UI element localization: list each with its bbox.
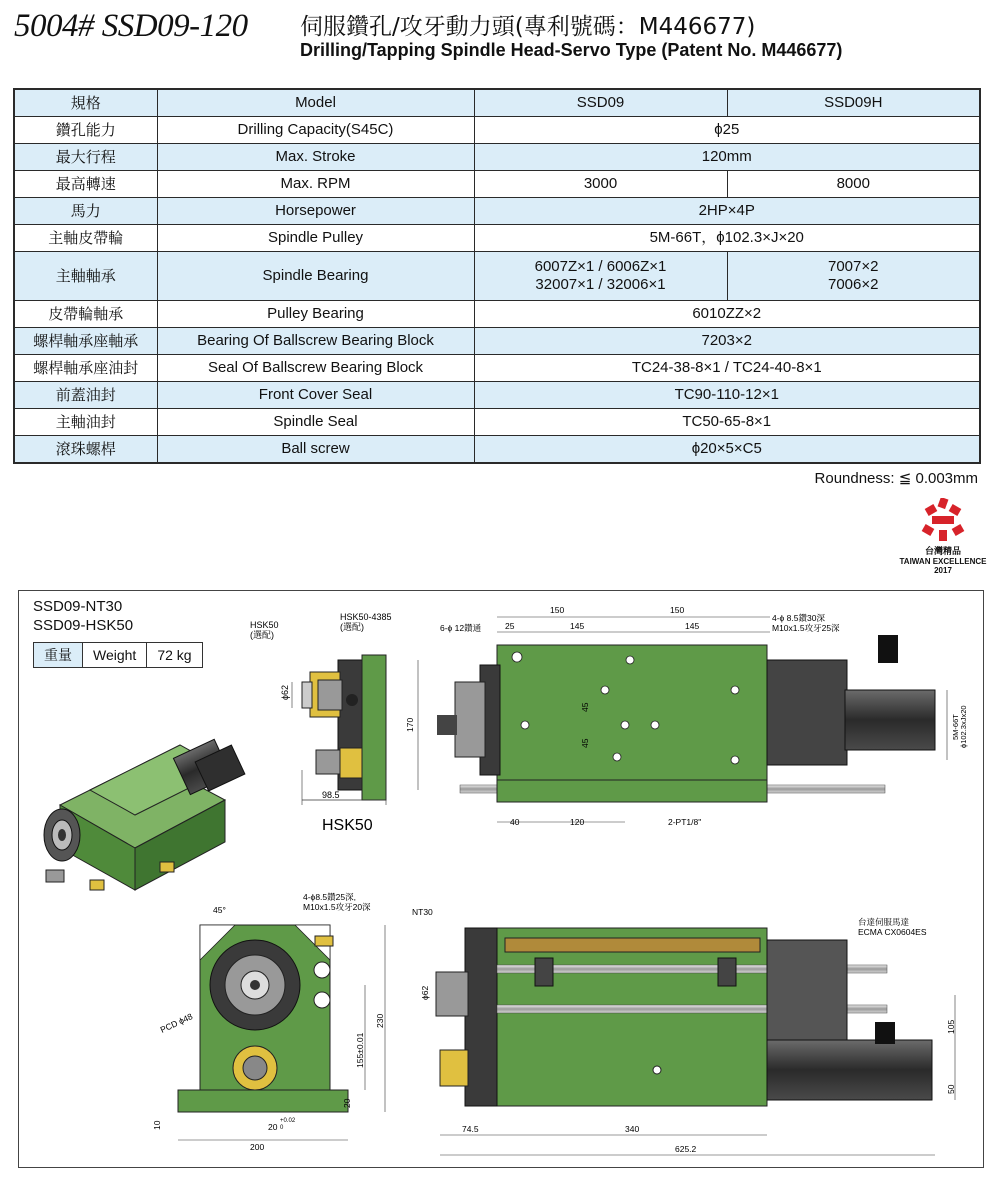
dim-tolerance-lower: 0 [280,1125,284,1131]
dim-40: 40 [510,817,520,827]
row-value: 6010ZZ×2 [474,301,980,328]
row-label-zh: 主軸油封 [14,409,157,436]
dim-20-h: 20 [268,1122,278,1132]
award-text-zh: 台灣精品 [924,547,961,557]
row-label-en: Spindle Seal [157,409,474,436]
row-label-zh: 前蓋油封 [14,382,157,409]
label-hsk50: HSK50 [250,620,279,630]
header-ssd09h: SSD09H [727,89,980,117]
row-value: 2HP×4P [474,198,980,225]
row-label-en: Max. Stroke [157,144,474,171]
row-label-en: Seal Of Ballscrew Bearing Block [157,355,474,382]
bearing-line-2: 7006×2 [828,276,879,293]
row-value: TC90-110-12×1 [474,382,980,409]
row-label-en: Max. RPM [157,171,474,198]
dim-20-v: 20 [342,1098,352,1108]
row-label-zh: 滾珠螺桿 [14,436,157,464]
row-label-zh: 螺桿軸承座油封 [14,355,157,382]
weight-label-en: Weight [83,643,147,668]
row-label-en: Pulley Bearing [157,301,474,328]
dim-145-a: 145 [570,621,585,631]
row-label-zh: 主軸皮帶輪 [14,225,157,252]
dim-pcd: PCD ϕ48 [158,1011,195,1035]
dim-230: 230 [375,1013,385,1028]
note-tap-front: M10x1.5攻牙20深 [303,902,371,912]
dim-150-b: 150 [670,605,685,615]
label-motor-model: ECMA CX0604ES [858,927,927,937]
row-label-en: Front Cover Seal [157,382,474,409]
note-holes-4: 4-ϕ 8.5鑽30深 [772,613,825,623]
row-label-zh: 螺桿軸承座軸承 [14,328,157,355]
row-value-ssd09h: 8000 [727,171,980,198]
row-value-ssd09: 3000 [474,171,727,198]
weight-label-zh: 重量 [34,643,83,668]
row-value: 7203×2 [474,328,980,355]
isometric-view [44,739,245,890]
award-text-en: TAIWAN EXCELLENCE [899,557,987,566]
dim-45-b: 45 [580,738,590,748]
award-year: 2017 [934,566,952,575]
row-label-zh: 鑽孔能力 [14,117,157,144]
row-label-en: Drilling Capacity(S45C) [157,117,474,144]
row-label-zh: 皮帶輪軸承 [14,301,157,328]
row-label-en: Spindle Bearing [157,252,474,301]
front-view [152,892,385,1152]
dim-150-a: 150 [550,605,565,615]
note-holes-front: 4-ϕ8.5鑽25深, [303,892,356,902]
roundness-note: Roundness: ≦ 0.003mm [814,470,978,487]
dim-tolerance-upper: +0.02 [280,1118,296,1124]
bearing-line-2: 32007×1 / 32006×1 [535,276,666,293]
label-servo-motor: 台達伺服馬達 [858,917,910,927]
dim-10: 10 [152,1120,162,1130]
header-spec: 規格 [14,89,157,117]
dim-170: 170 [405,717,415,732]
side-view-caption: HSK50 [322,817,373,834]
dim-98-5: 98.5 [322,790,340,800]
bearing-line-1: 7007×2 [828,258,879,275]
bearing-line-1: 6007Z×1 / 6006Z×1 [534,258,667,275]
note-pt: 2-PT1/8" [668,817,702,827]
model-nt30: SSD09-NT30 [33,598,123,615]
product-code: 5004# SSD09-120 [14,8,248,44]
dim-145-b: 145 [685,621,700,631]
row-value: TC24-38-8×1 / TC24-40-8×1 [474,355,980,382]
row-label-en: Spindle Pulley [157,225,474,252]
label-hsk50-optional: (選配) [250,630,274,640]
label-hsk50-4385: HSK50-4385 [340,612,392,622]
header-ssd09: SSD09 [474,89,727,117]
dim-200: 200 [250,1142,265,1152]
row-value: TC50-65-8×1 [474,409,980,436]
dim-45-a: 45 [580,702,590,712]
row-value: ϕ20×5×C5 [474,436,980,464]
label-hsk50-4385-optional: (選配) [340,622,364,632]
note-holes-6: 6-ϕ 12鑽通 [440,623,482,633]
top-view [405,605,968,827]
dim-pulley-size: ϕ102.3xJx20 [959,705,968,748]
label-nt30: NT30 [412,907,433,917]
note-tap: M10x1.5攻牙25深 [772,623,840,633]
dim-25: 25 [505,621,515,631]
row-label-zh: 主軸軸承 [14,252,157,301]
dim-120: 120 [570,817,585,827]
header-model: Model [157,89,474,117]
row-label-en: Ball screw [157,436,474,464]
dim-625-2: 625.2 [675,1144,697,1154]
dim-340: 340 [625,1124,640,1134]
dim-dia62: ϕ62 [280,684,290,700]
row-label-zh: 最高轉速 [14,171,157,198]
model-hsk50: SSD09-HSK50 [33,617,134,634]
dim-74-5: 74.5 [462,1124,479,1134]
title-english: Drilling/Tapping Spindle Head-Servo Type (Patent No. M446677) [300,40,843,60]
row-label-en: Bearing Of Ballscrew Bearing Block [157,328,474,355]
dim-155: 155±0.01 [355,1032,365,1068]
dim-105: 105 [946,1019,956,1034]
dim-50: 50 [946,1084,956,1094]
row-value: ϕ25 [474,117,980,144]
bottom-view [412,907,956,1155]
dim-dia62-bottom: ϕ62 [420,985,430,1000]
dim-angle-45: 45° [213,905,226,915]
row-value: 5M-66T，ϕ102.3×J×20 [474,225,980,252]
row-label-en: Horsepower [157,198,474,225]
hsk50-side-view [250,612,392,834]
weight-value: 72 kg [147,643,202,668]
row-label-zh: 最大行程 [14,144,157,171]
row-value: 120mm [474,144,980,171]
title-chinese: 伺服鑽孔/攻牙動力頭(專利號碼：M446677) [300,14,756,40]
dim-pulley: 5M-66T [951,714,960,740]
row-label-zh: 馬力 [14,198,157,225]
